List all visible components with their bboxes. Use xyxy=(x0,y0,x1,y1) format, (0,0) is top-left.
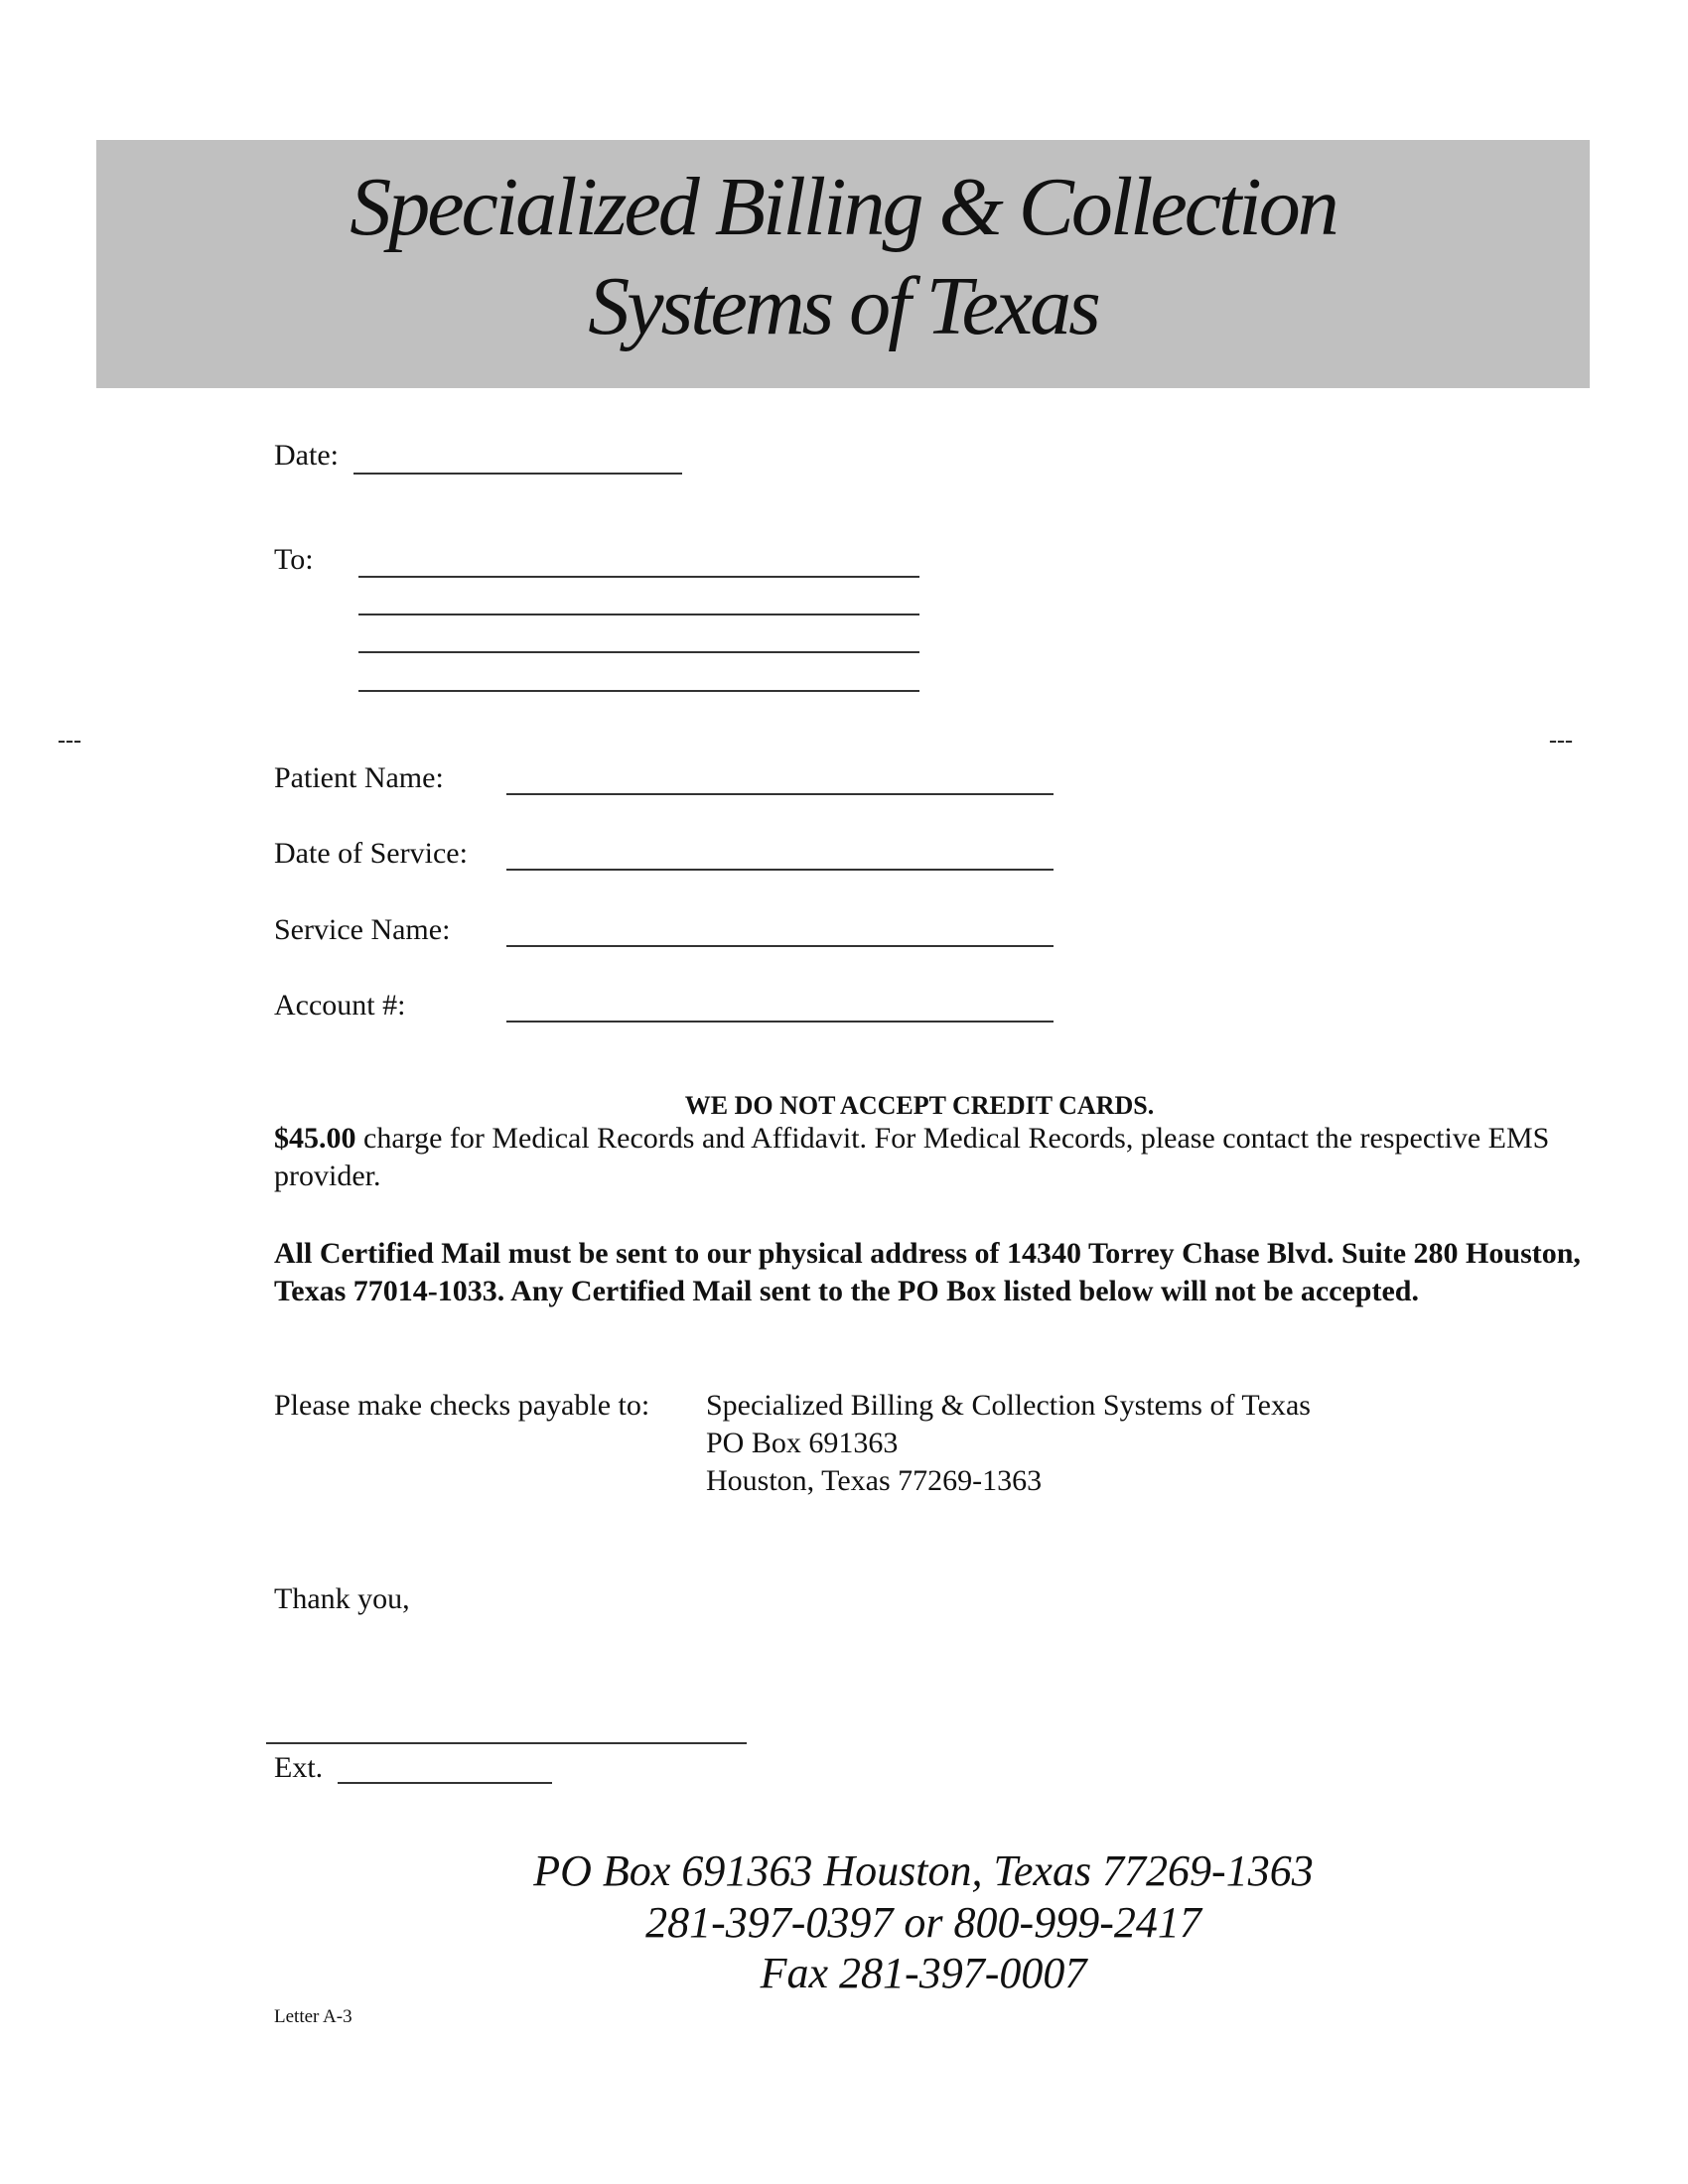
service-name-label: Service Name: xyxy=(274,913,451,946)
to-label: To: xyxy=(274,543,314,576)
no-credit-cards-notice: WE DO NOT ACCEPT CREDIT CARDS. xyxy=(684,1091,1155,1120)
signature-line[interactable] xyxy=(266,1742,747,1744)
fold-mark-left: --- xyxy=(58,728,81,753)
letter-code: Letter A-3 xyxy=(274,2006,352,2027)
date-of-service-field-line[interactable] xyxy=(506,869,1054,871)
footer-phones: 281-397-0397 or 800-999-2417 xyxy=(645,1898,1201,1947)
payable-to-label: Please make checks payable to: xyxy=(274,1389,650,1422)
certified-mail-notice: All Certified Mail must be sent to our physical address of 14340 Torrey Chase Blvd. Suite 280 Houston, Texas 77014-1033. Any Certified Mail sent to the PO Box listed below will not be accepted. xyxy=(274,1237,1581,1307)
patient-name-field-line[interactable] xyxy=(506,793,1054,795)
footer-address: PO Box 691363 Houston, Texas 77269-1363 xyxy=(533,1846,1314,1895)
date-field-line[interactable] xyxy=(353,473,682,475)
company-name-line2: Systems of Texas xyxy=(588,260,1098,352)
ext-field-line[interactable] xyxy=(338,1782,552,1784)
date-of-service-label: Date of Service: xyxy=(274,837,468,870)
patient-name-label: Patient Name: xyxy=(274,761,444,794)
service-name-field-line[interactable] xyxy=(506,945,1054,947)
company-name-line1: Specialized Billing & Collection xyxy=(350,161,1336,253)
medical-records-charge-paragraph xyxy=(274,1120,1595,1195)
charge-amount: $45.00 xyxy=(274,1122,356,1155)
payee-name: Specialized Billing & Collection Systems of Texas xyxy=(706,1389,1311,1422)
payee-po-box: PO Box 691363 xyxy=(706,1427,899,1459)
payee-city: Houston, Texas 77269-1363 xyxy=(706,1464,1043,1497)
fold-mark-right: --- xyxy=(1549,728,1573,753)
to-field-line-2[interactable] xyxy=(358,614,919,615)
footer-fax: Fax 281-397-0007 xyxy=(760,1949,1087,1997)
to-field-line-1[interactable] xyxy=(358,576,919,578)
to-field-line-4[interactable] xyxy=(358,690,919,692)
date-label: Date: xyxy=(274,439,339,472)
letterhead-banner xyxy=(96,140,1590,388)
account-number-label: Account #: xyxy=(274,989,406,1022)
to-field-line-3[interactable] xyxy=(358,651,919,653)
thank-you-text: Thank you, xyxy=(274,1582,410,1615)
charge-description: charge for Medical Records and Affidavit. For Medical Records, please contact the respective EMS provider. xyxy=(274,1122,1550,1192)
account-number-field-line[interactable] xyxy=(506,1021,1054,1023)
ext-label: Ext. xyxy=(274,1751,324,1784)
